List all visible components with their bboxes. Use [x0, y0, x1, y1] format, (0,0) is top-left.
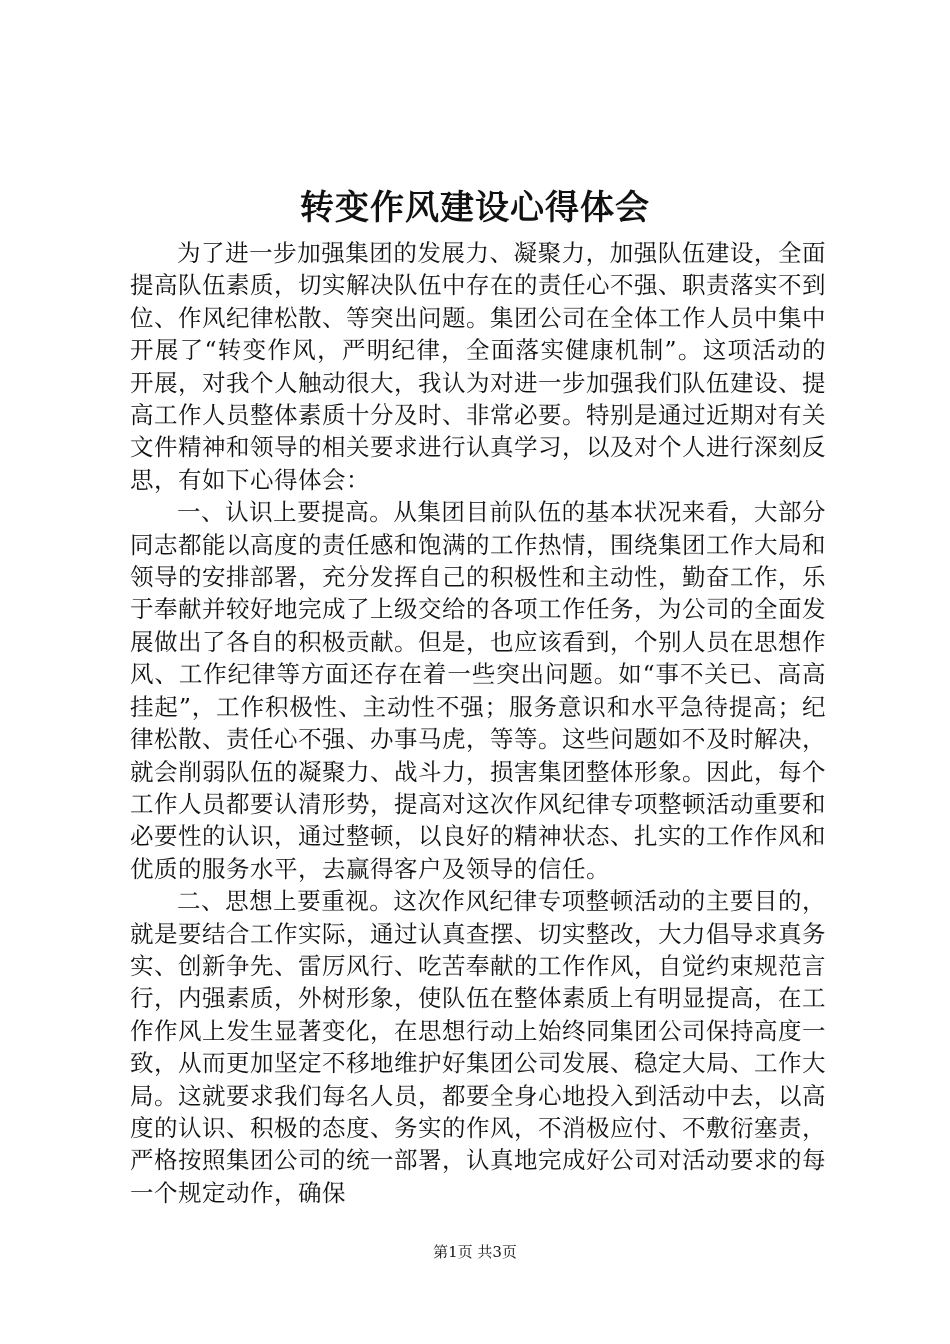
paragraph-section-one: 一、认识上要提高。从集团目前队伍的基本状况来看，大部分同志都能以高度的责任感和饱满的工作热情，围绕集团工作大局和领导的安排部署，充分发挥自己的积极性和主动性，勤奋工作，乐于奉献并较好地完成了上级交给的各项工作任务，为公司的全面发展做出了各自的积极贡献。但是，也应该看到，个别人员在思想作风、工作纪律等方面还存在着一些突出问题。如“事不关已、高高挂起”，工作积极性、主动性不强；服务意识和水平急待提高；纪律松散、责任心不强、办事马虎，等等。这些问题如不及时解决，就会削弱队伍的凝聚力、战斗力，损害集团整体形象。因此，每个工作人员都要认清形势，提高对这次作风纪律专项整顿活动重要和必要性的认识，通过整顿，以良好的精神状态、扎实的工作作风和优质的服务水平，去赢得客户及领导的信任。 [130, 498, 826, 883]
page-number-footer: 第1页 共3页 [433, 1243, 517, 1261]
document-body [130, 237, 826, 1209]
document-title: 转变作风建设心得体会 [300, 188, 650, 228]
paragraph-intro: 为了进一步加强集团的发展力、凝聚力，加强队伍建设，全面提高队伍素质，切实解决队伍中存在的责任心不强、职责落实不到位、作风纪律松散、等突出问题。集团公司在全体工作人员中集中开展了“转变作风，严明纪律，全面落实健康机制”。这项活动的开展，对我个人触动很大，我认为对进一步加强我们队伍建设、提高工作人员整体素质十分及时、非常必要。特别是通过近期对有关文件精神和领导的相关要求进行认真学习，以及对个人进行深刻反思，有如下心得体会： [130, 239, 826, 494]
paragraph-section-two: 二、思想上要重视。这次作风纪律专项整顿活动的主要目的，就是要结合工作实际，通过认真查摆、切实整改，大力倡导求真务实、创新争先、雷厉风行、吃苦奉献的工作作风，自觉约束规范言行，内强素质，外树形象，使队伍在整体素质上有明显提高，在工作作风上发生显著变化，在思想行动上始终同集团公司保持高度一致，从而更加坚定不移地维护好集团公司发展、稳定大局、工作大局。这就要求我们每名人员，都要全身心地投入到活动中去，以高度的认识、积极的态度、务实的作风，不消极应付、不敷衍塞责，严格按照集团公司的统一部署，认真地完成好公司对活动要求的每一个规定动作，确保 [130, 887, 826, 1207]
